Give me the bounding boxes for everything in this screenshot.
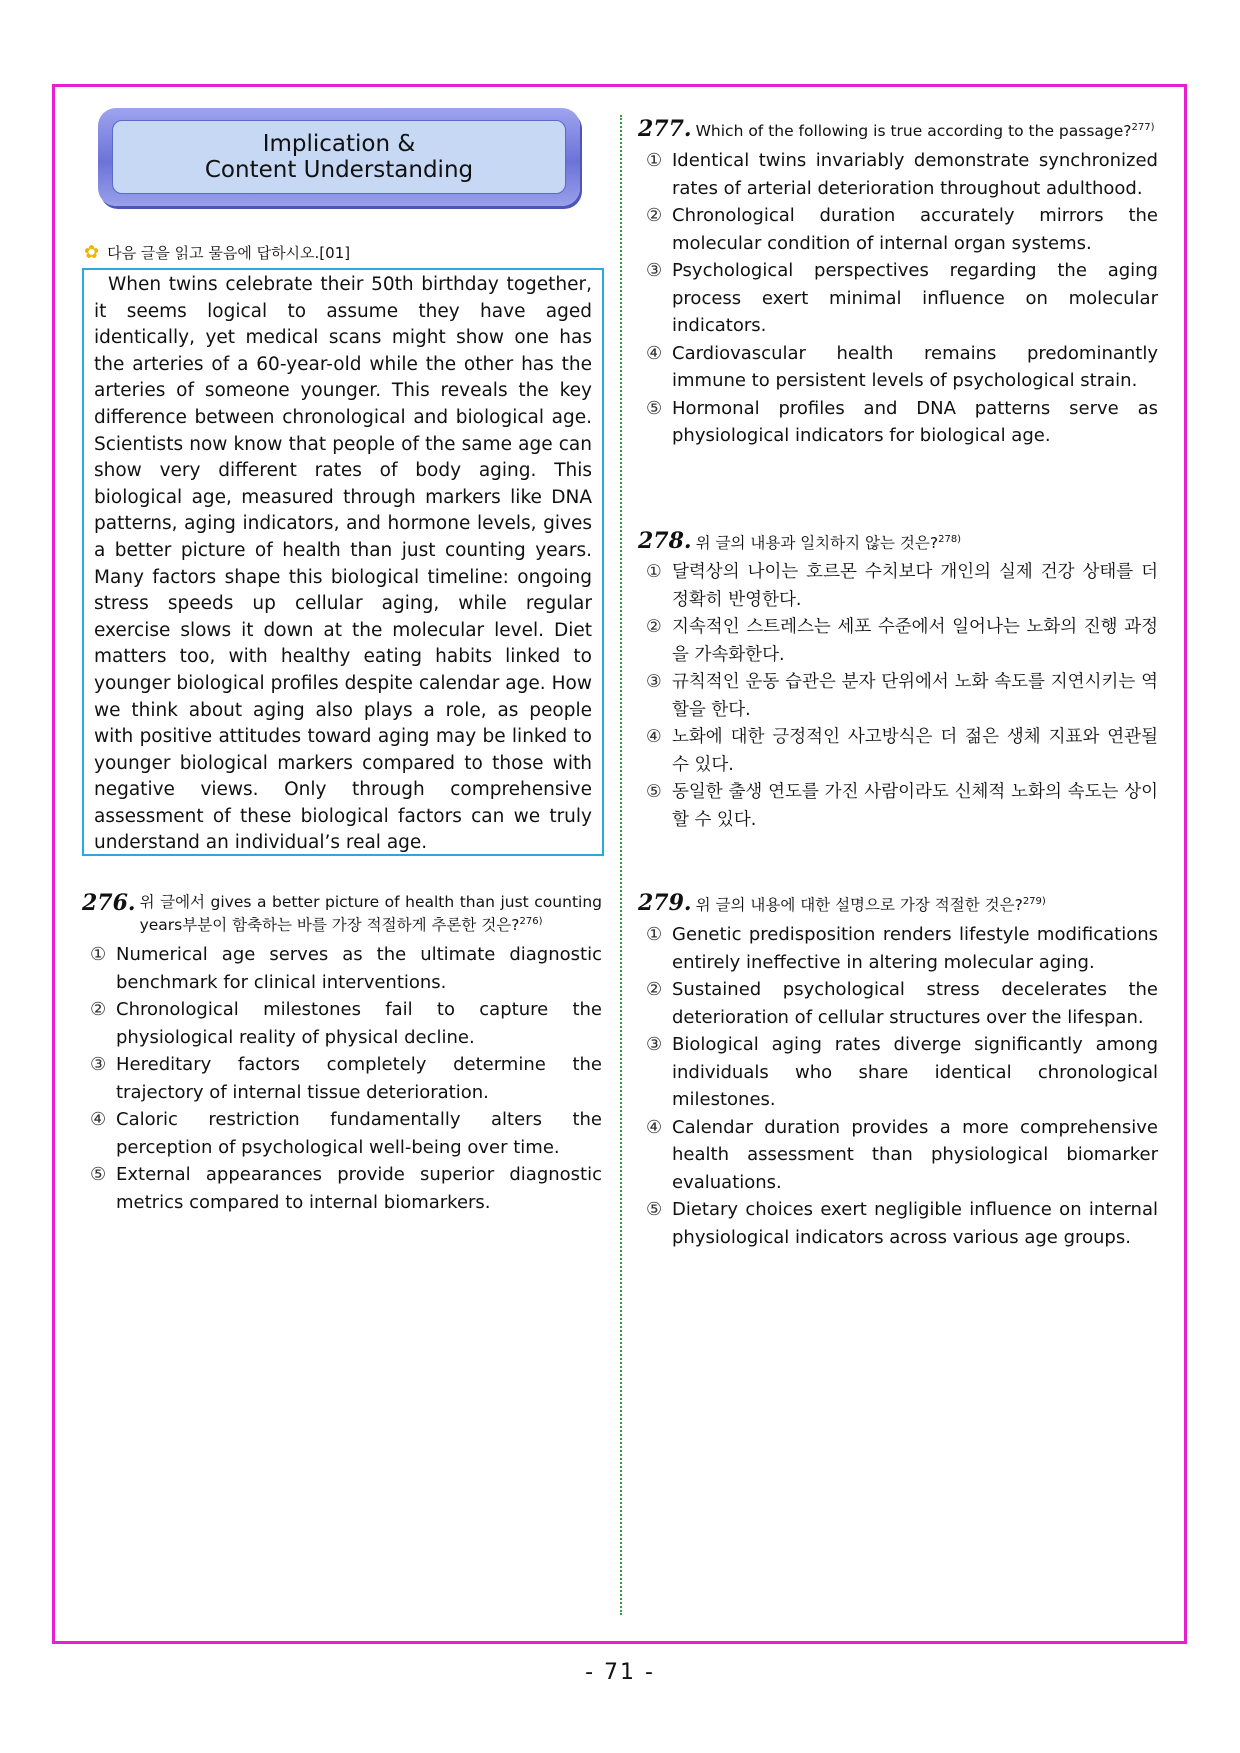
footnote-mark: 276) [519,916,543,927]
option-text: Biological aging rates diverge significantly among individuals who share identical chronological milestones. [672,1034,1158,1111]
question-header [82,892,602,935]
option-text: 달력상의 나이는 호르몬 수치보다 개인의 실제 건강 상태를 더 정확히 반영한다. [672,562,1158,610]
option-5[interactable] [638,395,1158,450]
footnote-mark: 279) [1022,896,1046,907]
option-2[interactable] [638,614,1158,669]
option-marker: ⑤ [646,782,662,803]
option-2[interactable] [638,976,1158,1031]
option-2[interactable] [82,996,602,1051]
section-header-line1: Implication & [262,131,416,157]
option-1[interactable] [638,147,1158,202]
question-276 [82,892,602,1216]
question-header [638,892,1158,915]
page-number: - 71 - [585,1660,655,1685]
option-text: Caloric restriction fundamentally alters the perception of psychological well-being over time. [116,1109,602,1158]
option-marker: ① [646,562,662,583]
option-marker: ④ [646,727,662,748]
flower-icon: ✿ [84,242,100,263]
column-divider [620,115,622,1615]
option-text: 노화에 대한 긍정적인 사고방식은 더 젊은 생체 지표와 연관될 수 있다. [672,727,1158,775]
option-text: External appearances provide superior diagnostic metrics compared to internal biomarkers. [116,1164,602,1213]
option-list [638,559,1158,834]
option-text: Chronological milestones fail to capture the physiological reality of physical decline. [116,999,602,1048]
section-header-line2: Content Understanding [204,157,474,183]
option-marker: ③ [646,1034,663,1056]
option-text: Dietary choices exert negligible influence on internal physiological indicators across various age groups. [672,1199,1158,1248]
option-text: Genetic predisposition renders lifestyle modifications entirely ineffective in altering molecular aging. [672,924,1158,973]
option-marker: ④ [90,1109,107,1131]
question-277 [638,118,1158,450]
option-marker: ⑤ [90,1164,107,1186]
question-header [638,118,1158,141]
option-4[interactable] [638,724,1158,779]
option-text: Hormonal profiles and DNA patterns serve as physiological indicators for biological age. [672,397,1158,447]
option-marker: ③ [90,1054,107,1076]
option-1[interactable] [638,921,1158,976]
option-marker: ③ [646,672,662,693]
question-text [140,892,602,935]
reading-passage [82,268,604,856]
question-stem: 위 글의 내용에 대한 설명으로 가장 적절한 것은? [695,896,1023,915]
option-marker: ⑤ [646,1199,663,1221]
option-3[interactable] [638,669,1158,724]
option-marker: ① [646,924,663,946]
question-279 [638,892,1158,1251]
option-5[interactable] [82,1161,602,1216]
option-marker: ② [90,999,107,1021]
question-278 [638,530,1158,834]
passage-text: When twins celebrate their 50th birthday together, it seems logical to assume they have aged identically, yet medical scans might show one has the arteries of a 60-year-old while the other has the arteries of someone younger. This reveals the key difference between chronological and biological age. Scientists now know that people of the same age can show very different rates of body aging. This biological age, measured through markers like DNA patterns, aging indicators, and hormone levels, gives a better picture of health than just counting years. Many factors shape this biological timeline: ongoing stress speeds up cellular aging, while regular exercise slows it down at the molecular level. Diet matters too, with healthy eating habits linked to younger biological profiles despite calendar age. How we think about aging also plays a role, as people with positive attitudes toward aging may be linked to younger biological markers compared to those with negative views. Only through comprehensive assessment of these biological factors can we truly understand an individual’s real age. [94,274,592,854]
question-stem: 위 글에서 gives a better picture of health than just counting years부분이 함축하는 바를 가장 적절하게 추론한 것은? [139,893,602,935]
option-1[interactable] [82,941,602,996]
option-marker: ⑤ [646,397,663,419]
option-2[interactable] [638,202,1158,257]
option-marker: ② [646,979,663,1001]
question-text [696,118,1158,141]
option-text: 동일한 출생 연도를 가진 사람이라도 신체적 노화의 속도는 상이할 수 있다. [672,782,1158,830]
section-header-inner [112,120,566,194]
question-stem: Which of the following is true according to the passage? [695,122,1132,141]
question-text [696,530,1158,553]
option-marker: ② [646,617,662,638]
question-text [696,892,1158,915]
option-marker: ② [646,205,663,227]
section-header-badge [98,108,580,206]
option-list [638,921,1158,1251]
option-text: 규칙적인 운동 습관은 분자 단위에서 노화 속도를 지연시키는 역할을 한다. [672,672,1158,720]
option-5[interactable] [638,1196,1158,1251]
option-list [638,147,1158,450]
option-list [82,941,602,1216]
footnote-mark: 277) [1131,122,1155,133]
option-3[interactable] [638,1031,1158,1114]
option-text: Chronological duration accurately mirrors the molecular condition of internal organ systems. [672,205,1158,254]
option-marker: ③ [646,260,663,282]
option-text: Hereditary factors completely determine the trajectory of internal tissue deterioration. [116,1054,602,1103]
option-text: Identical twins invariably demonstrate synchronized rates of arterial deterioration throughout adulthood. [672,150,1158,199]
option-text: Cardiovascular health remains predominantly immune to persistent levels of psychological strain. [672,342,1158,392]
option-4[interactable] [638,340,1158,395]
option-text: Calendar duration provides a more comprehensive health assessment than physiological biomarker evaluations. [672,1116,1158,1193]
question-number: 279. [638,890,692,916]
question-number: 277. [638,116,692,142]
option-marker: ① [646,150,663,172]
question-number: 278. [638,528,692,554]
instruction-text: 다음 글을 읽고 물음에 답하시오.[01] [107,244,351,262]
question-stem: 위 글의 내용과 일치하지 않는 것은? [695,534,939,553]
option-text: Numerical age serves as the ultimate diagnostic benchmark for clinical interventions. [116,944,602,993]
option-3[interactable] [638,257,1158,340]
option-marker: ④ [646,342,663,364]
question-number: 276. [82,890,136,916]
question-header [638,530,1158,553]
option-text: Psychological perspectives regarding the aging process exert minimal influence on molecular indicators. [672,260,1158,337]
instruction [84,242,350,263]
option-1[interactable] [638,559,1158,614]
footnote-mark: 278) [938,534,962,545]
option-4[interactable] [82,1106,602,1161]
option-4[interactable] [638,1114,1158,1197]
option-text: Sustained psychological stress decelerates the deterioration of cellular structures over the lifespan. [672,979,1158,1028]
option-5[interactable] [638,779,1158,834]
option-3[interactable] [82,1051,602,1106]
option-marker: ④ [646,1116,663,1138]
option-marker: ① [90,944,107,966]
option-text: 지속적인 스트레스는 세포 수준에서 일어나는 노화의 진행 과정을 가속화한다. [672,617,1158,665]
